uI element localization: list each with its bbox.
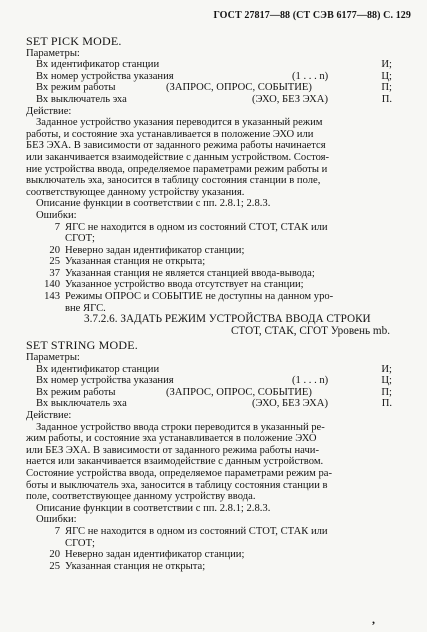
sec2-action-line: или БЕЗ ЭХА. В зависимости от заданного режима работы начи-: [26, 444, 319, 456]
error-code: [26, 233, 65, 245]
section-heading-line1: 3.7.2.6. ЗАДАТЬ РЕЖИМ УСТРОЙСТВА ВВОДА СТРОКИ: [84, 313, 371, 326]
param-code: И;: [381, 363, 392, 375]
sec1-action-line: БЕЗ ЭХА. В зависимости от заданного режима работы начинается: [26, 140, 326, 152]
error-item: [26, 245, 392, 257]
sec2-title: SET STRING MODE.: [26, 338, 138, 353]
param-range: (ЗАПРОС, ОПРОС, СОБЫТИЕ): [166, 386, 312, 398]
sec2-action-line: Состояние устройства ввода, определяемое параметрами режим ра-: [26, 467, 333, 479]
param-code: П.: [381, 398, 392, 410]
sec1-action-line: ние устройства ввода, определяемое параметрами режим работы и: [26, 163, 328, 175]
param-label: Вх выключатель эха: [36, 93, 127, 105]
sec2-param-row: [26, 398, 392, 410]
param-label: Вх режим работы: [36, 386, 116, 398]
sec1-action-line: или заканчивается взаимодействие с данным устройством. Состоя-: [26, 151, 330, 163]
param-range: (1 . . . n): [292, 70, 329, 82]
error-item: [26, 268, 392, 280]
error-item: [26, 233, 392, 245]
param-label: Вх номер устройства указания: [36, 70, 174, 82]
error-code: 25: [49, 560, 60, 572]
sec2-funcs: Описание функции в соответствии с пп. 2.8.1; 2.8.3.: [36, 502, 271, 514]
param-range: (ЗАПРОС, ОПРОС, СОБЫТИЕ): [166, 82, 312, 94]
error-text: ЯГС не находится в одном из состояний СТОТ, СТАК или: [65, 525, 328, 537]
param-label: Вх идентификатор станции: [36, 59, 160, 71]
sec1-action-line: работы, и состояние эха устанавливается в положение ЭХО или: [26, 128, 314, 140]
param-range: (1 . . . n): [292, 375, 329, 387]
sec2-errors-label: Ошибки:: [36, 514, 77, 526]
error-code: [26, 538, 65, 550]
param-code: И;: [381, 59, 392, 71]
param-label: Вх режим работы: [36, 82, 116, 94]
param-code: П;: [381, 82, 392, 94]
param-code: П.: [381, 93, 392, 105]
sec1-param-row: [26, 82, 392, 94]
sec2-action-line: жим работы, и состояние эха устанавливается в положение ЭХО: [26, 433, 317, 445]
error-text: Указанная станция не является станцией ввода-вывода;: [65, 267, 315, 279]
error-text: ЯГС не находится в одном из состояний СТОТ, СТАК или: [65, 221, 328, 233]
sec2-param-row: [26, 387, 392, 399]
param-code: Ц;: [381, 375, 392, 387]
sec2-action-label: Действие:: [26, 410, 72, 421]
error-code: 25: [49, 256, 60, 268]
error-text: Неверно задан идентификатор станции;: [65, 549, 245, 561]
error-text: Неверно задан идентификатор станции;: [65, 244, 245, 256]
error-item: [26, 538, 392, 550]
error-code: 7: [54, 221, 60, 233]
error-code: 143: [44, 291, 60, 303]
error-text: Указанная станция не открыта;: [65, 560, 206, 572]
sec2-param-row: [26, 364, 392, 376]
page-mark: ,: [372, 612, 375, 626]
page-content: [26, 36, 392, 572]
sec2-action-line: боты и выключатель эха, заносится в таблицу состояния станции в: [26, 479, 328, 491]
sec1-title: SET PICK MODE.: [26, 34, 122, 48]
param-code: П;: [381, 386, 392, 398]
sec1-action-line: соответствующее данному устройству указания.: [26, 186, 245, 198]
param-code: Ц;: [381, 70, 392, 82]
page-header: ГОСТ 27817—88 (СТ СЭВ 6177—88) С. 129: [213, 10, 411, 21]
error-text: СГОТ;: [65, 233, 95, 245]
error-text: Указанная станция не открыта;: [65, 256, 206, 268]
sec1-errors-label: Ошибки:: [36, 209, 77, 221]
error-code: 20: [49, 244, 60, 256]
param-range: (ЭХО, БЕЗ ЭХА): [252, 398, 328, 410]
error-item: [26, 279, 392, 291]
error-item: [26, 549, 392, 561]
sec2-action-line: нается или заканчивается взаимодействие с данным устройством.: [26, 456, 324, 468]
error-code: [26, 303, 65, 315]
section-heading-line2: СТОТ, СТАК, СГОТ Уровень mb.: [230, 324, 390, 337]
error-text: СГОТ;: [65, 537, 95, 549]
sec1-param-row: [26, 71, 392, 83]
sec2-param-row: [26, 375, 392, 387]
error-text: вне ЯГС.: [65, 302, 106, 314]
error-code: 7: [54, 525, 60, 537]
error-item: [26, 291, 392, 303]
sec1-param-row: [26, 59, 392, 71]
error-code: 20: [49, 549, 60, 561]
param-range: (ЭХО, БЕЗ ЭХА): [252, 93, 328, 105]
sec1-action-label: Действие:: [26, 105, 72, 117]
error-item: [26, 222, 392, 234]
error-item: [26, 256, 392, 268]
sec1-action-line: выключатель эха, заносится в таблицу состояния станции в поле,: [26, 175, 321, 187]
error-text: Указанное устройство ввода отсутствует на станции;: [65, 279, 304, 291]
error-item: [26, 561, 392, 573]
sec2-action-line: поле, соответствующее данному устройству ввода.: [26, 491, 256, 503]
sec2-params-label: Параметры:: [26, 352, 80, 364]
sec1-param-row: [26, 94, 392, 106]
param-label: Вх идентификатор станции: [36, 363, 160, 375]
sec1-funcs: Описание функции в соответствии с пп. 2.8.1; 2.8.3.: [36, 198, 271, 210]
sec2-action-line: Заданное устройство ввода строки переводится в указанный ре-: [36, 421, 325, 433]
error-item: [26, 526, 392, 538]
sec1-action-line: Заданное устройство указания переводится в указанный режим: [36, 117, 323, 129]
error-code: 37: [49, 267, 60, 279]
error-text: Режимы ОПРОС и СОБЫТИЕ не доступны на данном уро-: [65, 291, 334, 303]
param-label: Вх выключатель эха: [36, 398, 127, 410]
param-label: Вх номер устройства указания: [36, 375, 174, 387]
sec1-params-label: Параметры:: [26, 47, 80, 59]
error-code: 140: [44, 279, 60, 291]
